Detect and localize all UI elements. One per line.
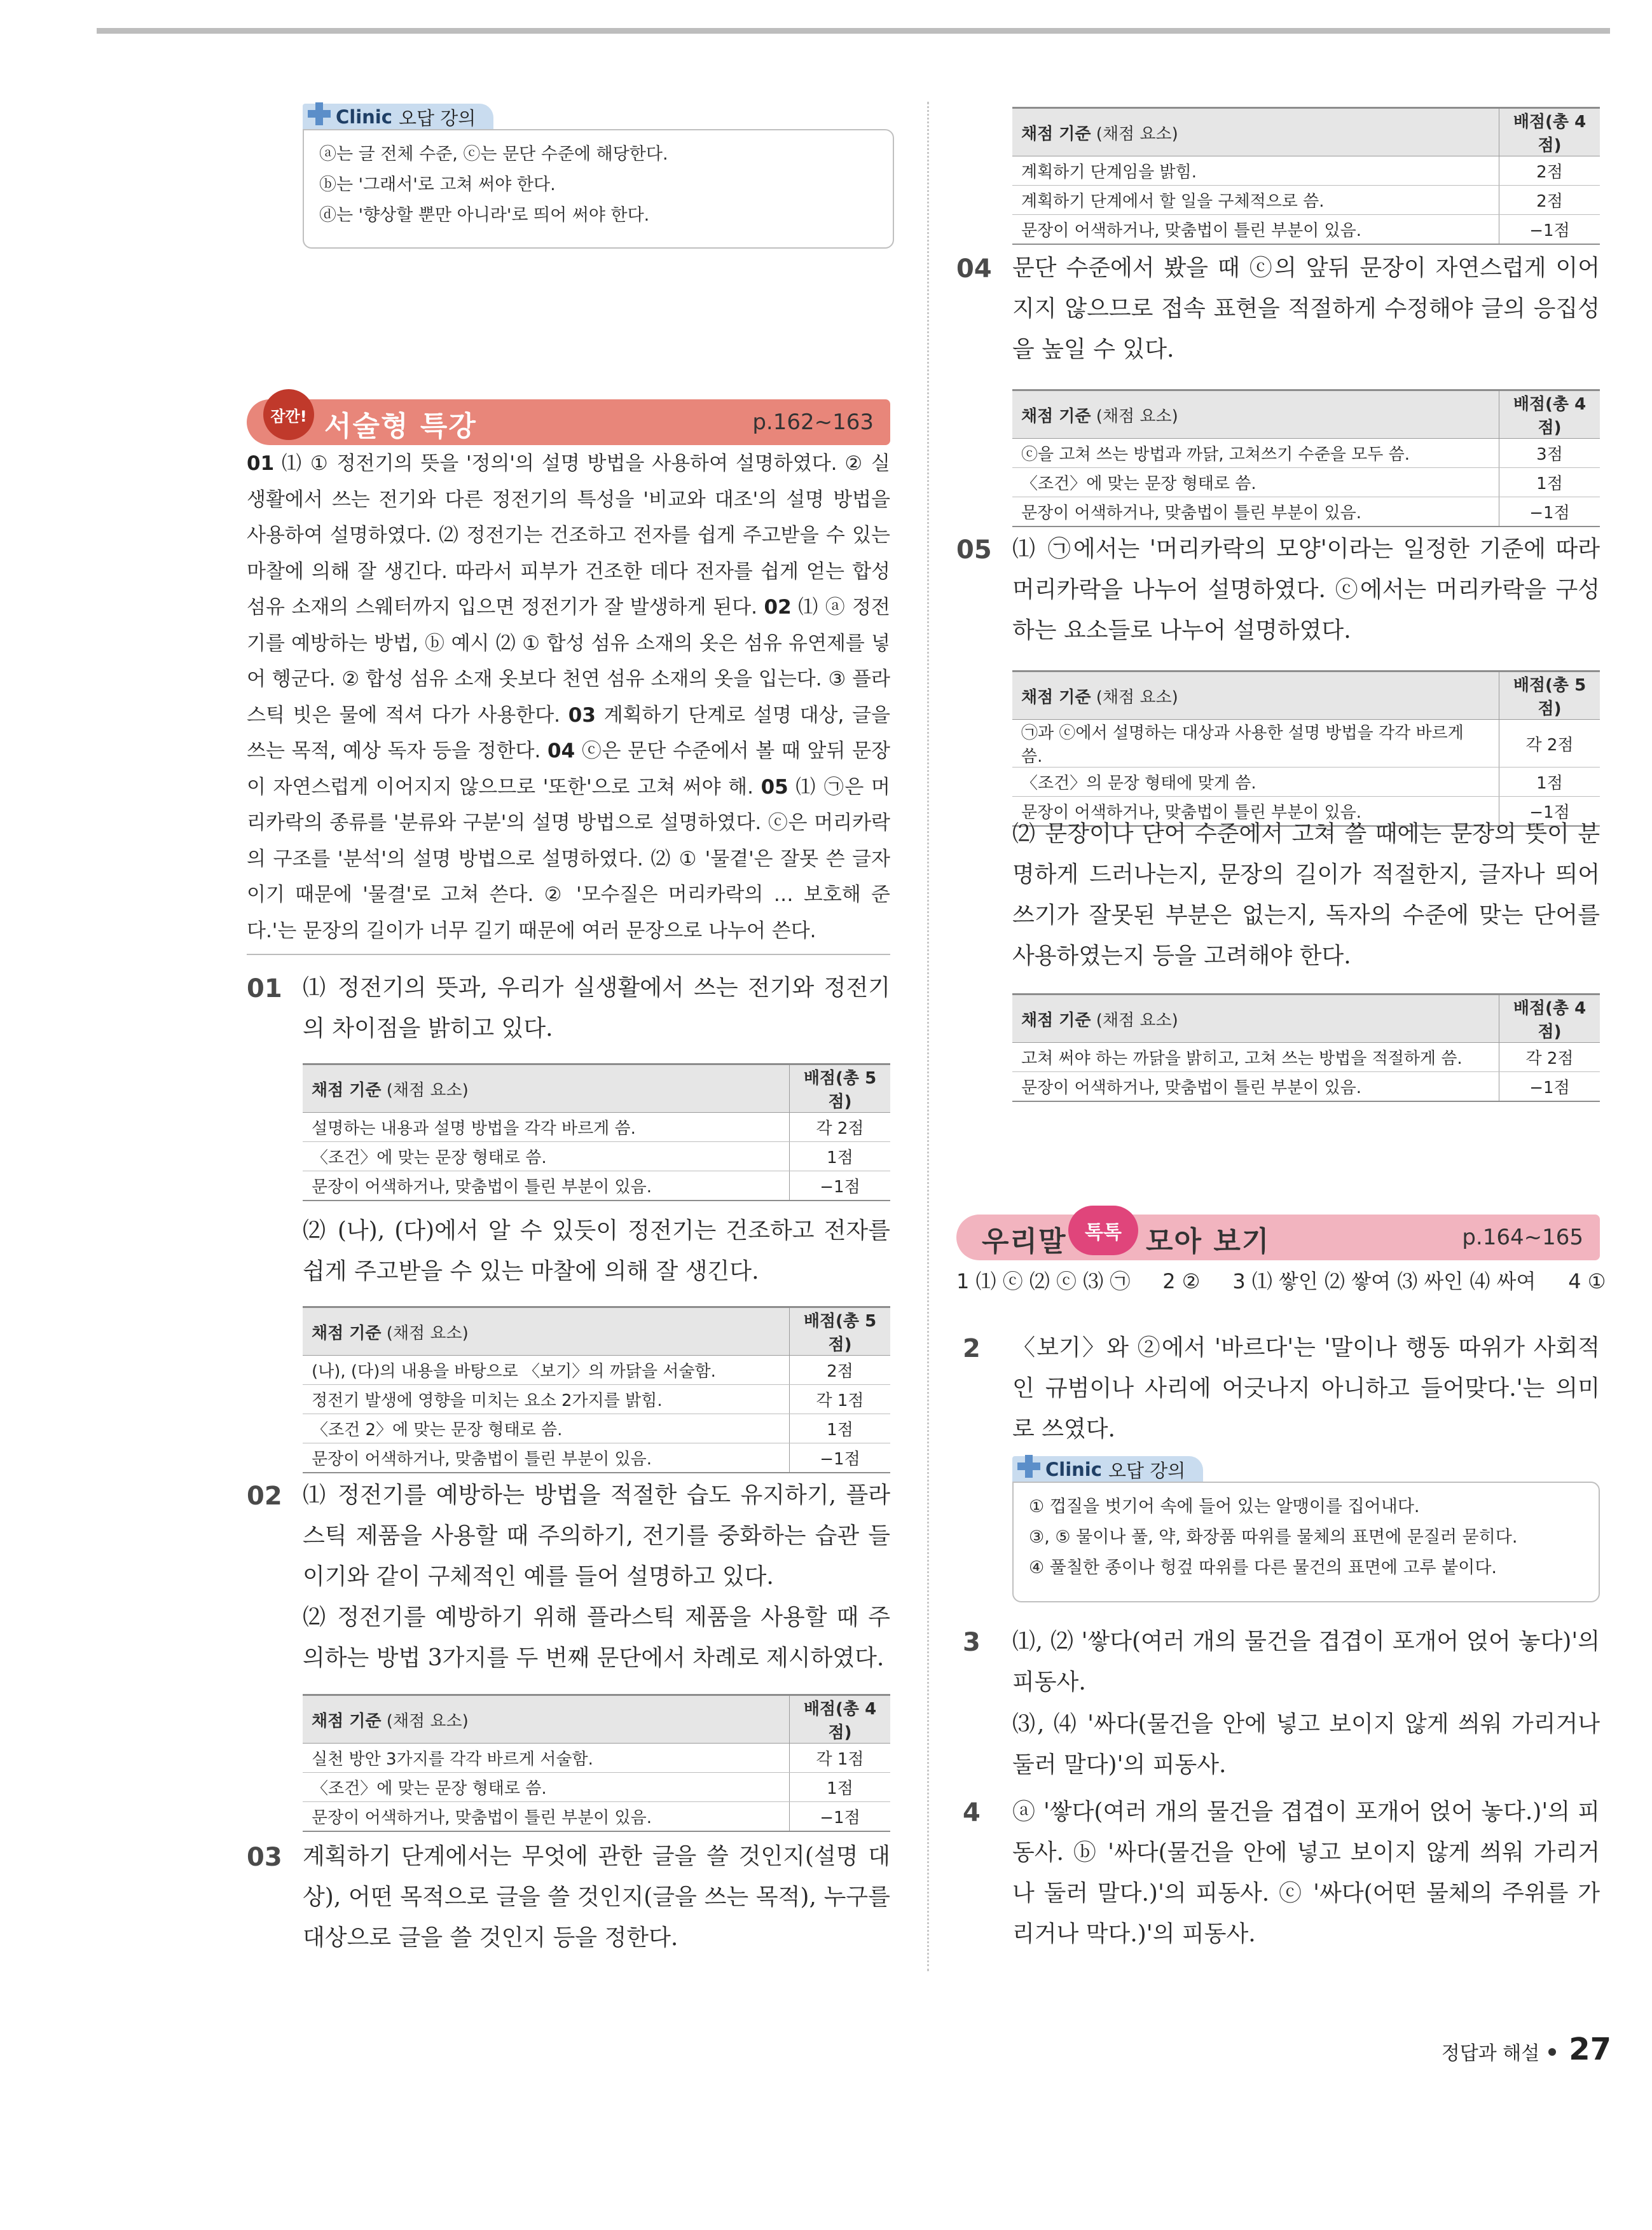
table-header-score: 배점(총 4점) [1499, 995, 1600, 1043]
question-text: ⑶, ⑷ '싸다(물건을 안에 넣고 보이지 않게 씌워 가리거나 둘러 말다)'의 피동사. [1012, 1711, 1600, 1778]
text-span: (채점 요소) [381, 1711, 469, 1731]
answer-summary [247, 446, 890, 949]
table-header-score: 배점(총 5점) [1499, 671, 1600, 720]
table-row [1012, 720, 1600, 767]
text-span: (채점 요소) [1091, 406, 1178, 426]
criterion-cell: 문장이 어색하거나, 맞춤법이 틀린 부분이 있음. [303, 1443, 790, 1473]
table-row [1012, 439, 1600, 468]
criterion-cell: 〈조건〉의 문장 형태에 맞게 씀. [1012, 767, 1499, 797]
score-cell: 각 2점 [790, 1113, 891, 1142]
score-cell: −1점 [1499, 1072, 1600, 1102]
text-span: 채점 기준 [312, 1080, 382, 1100]
question-text: 계획하기 단계에서는 무엇에 관한 글을 쓸 것인지(설명 대상), 어떤 목적으로 글을 쓸 것인지(글을 쓰는 목적), 누구를 대상으로 글을 쓸 것인지 등을 정한다. [303, 1843, 890, 1951]
question-text: ⑴ 정전기의 뜻과, 우리가 실생활에서 쓰는 전기와 정전기의 차이점을 밝히고 있다. [303, 975, 890, 1042]
table-header [303, 1064, 790, 1113]
table-row [1012, 767, 1600, 797]
summary-divider [247, 954, 890, 955]
table-header [1012, 671, 1499, 720]
text-span: 채점 기준 [1021, 406, 1091, 426]
table-header-row [1012, 390, 1600, 439]
summary-num: 04 [547, 740, 575, 762]
clinic-label: Clinic [1045, 1459, 1102, 1480]
score-cell: 각 2점 [1499, 1043, 1600, 1072]
question-text: 문단 수준에서 봤을 때 ⓒ의 앞뒤 문장이 자연스럽게 이어지지 않으므로 접속 표현을 적절하게 수정해야 글의 응집성을 높일 수 있다. [1012, 255, 1600, 362]
question-text: ⑵ 정전기를 예방하기 위해 플라스틱 제품을 사용할 때 주의하는 방법 3가지를 두 번째 문단에서 차례로 제시하였다. [303, 1604, 890, 1671]
scoring-table [1012, 993, 1600, 1102]
clinic-content [1012, 1482, 1600, 1602]
score-cell: −1점 [1499, 497, 1600, 527]
table-row [1012, 186, 1600, 215]
table-row [303, 1356, 890, 1385]
text-span: (채점 요소) [1091, 1010, 1178, 1030]
scoring-table [1012, 389, 1600, 527]
clinic-tab [303, 104, 493, 130]
table-header-row [1012, 108, 1600, 156]
question-number: 05 [956, 535, 992, 565]
table-row [303, 1171, 890, 1201]
criterion-cell: 문장이 어색하거나, 맞춤법이 틀린 부분이 있음. [1012, 1072, 1499, 1102]
question-text: ⑴ 정전기를 예방하는 방법을 적절한 습도 유지하기, 플라스틱 제품을 사용할 때 주의하기, 전기를 중화하는 습관 들이기와 같이 구체적인 예를 들어 설명하고 있다. [303, 1482, 890, 1590]
summary-num: 05 [761, 775, 788, 799]
clinic-sublabel: 오답 강의 [1108, 1459, 1186, 1482]
badge-icon [263, 389, 314, 440]
criterion-cell: 문장이 어색하거나, 맞춤법이 틀린 부분이 있음. [303, 1171, 790, 1201]
criterion-cell: 계획하기 단계임을 밝힘. [1012, 156, 1499, 186]
table-header-score: 배점(총 5점) [790, 1307, 891, 1356]
criterion-cell: 〈조건〉에 맞는 문장 형태로 씀. [303, 1142, 790, 1171]
summary-text: ⓒ은 문단 수준에서 볼 때 앞뒤 문장이 자연스럽게 이어지지 않으므로 '또한'으로 고쳐 써야 해. [247, 740, 890, 799]
table-row [303, 1802, 890, 1832]
question-number: 01 [247, 974, 282, 1003]
banner-pages: p.162~163 [752, 410, 874, 435]
score-cell: 1점 [790, 1142, 891, 1171]
text-span: 톡톡 [1085, 1222, 1122, 1244]
clinic-line: ⓓ는 '향상할 뿐만 아니라'로 띄어 써야 한다. [319, 205, 650, 225]
table-header [303, 1307, 790, 1356]
table-row [1012, 156, 1600, 186]
table-row [303, 1385, 890, 1414]
summary-text: ⑴ ① 정전기의 뜻을 '정의'의 설명 방법을 사용하여 설명하였다. ② 실생활에서 쓰는 전기와 다른 정전기의 특성을 '비교와 대조'의 설명 방법을 사용하여 설명하였다. ⑵ 정전기는 건조하고 전자를 쉽게 주고받을 수 있는 마찰에 의해 잘 생긴다. 따라서 피부가 건조한 데다 전자를 쉽게 얻는 합성 섬유 소재의 스웨터까지 입으면 정전기가 잘 발생하게 된다. [247, 452, 890, 619]
criterion-cell: 정전기 발생에 영향을 미치는 요소 2가지를 밝힘. [303, 1385, 790, 1414]
page-footer [1442, 2032, 1611, 2067]
score-cell: 1점 [1499, 468, 1600, 497]
banner-title: 서술형 특강 [324, 410, 477, 443]
table-header-score: 배점(총 5점) [790, 1064, 891, 1113]
criterion-cell: ⓒ을 고쳐 쓰는 방법과 까닭, 고쳐쓰기 수준을 모두 씀. [1012, 439, 1499, 468]
criterion-cell: 〈조건〉에 맞는 문장 형태로 씀. [303, 1773, 790, 1802]
criterion-cell: 계획하기 단계에서 할 일을 구체적으로 씀. [1012, 186, 1499, 215]
question-number: 4 [963, 1798, 981, 1827]
scoring-table [303, 1694, 890, 1832]
table-row [1012, 1072, 1600, 1102]
criterion-cell: 문장이 어색하거나, 맞춤법이 틀린 부분이 있음. [303, 1802, 790, 1832]
summary-num: 01 [247, 452, 275, 475]
table-header-row [1012, 995, 1600, 1043]
score-cell: −1점 [790, 1443, 891, 1473]
question-number: 02 [247, 1482, 282, 1511]
criterion-cell: 고쳐 써야 하는 까닭을 밝히고, 고쳐 쓰는 방법을 적절하게 씀. [1012, 1043, 1499, 1072]
score-cell: −1점 [1499, 797, 1600, 827]
question-number: 04 [956, 254, 992, 284]
scoring-table [1012, 670, 1600, 827]
table-row [303, 1744, 890, 1773]
page-number: 27 [1569, 2032, 1611, 2067]
section-banner-korean [956, 1215, 1600, 1260]
column-divider [927, 102, 929, 1971]
score-cell: 각 2점 [1499, 720, 1600, 767]
criterion-cell: 설명하는 내용과 설명 방법을 각각 바르게 씀. [303, 1113, 790, 1142]
badge-icon [1068, 1206, 1138, 1255]
table-row [1012, 215, 1600, 245]
bullet-icon [1548, 2048, 1556, 2056]
question-text: ⑵ (나), (다)에서 알 수 있듯이 정전기는 건조하고 전자를 쉽게 주고받을 수 있는 마찰에 의해 잘 생긴다. [303, 1218, 890, 1284]
banner-title-a: 우리말 [982, 1225, 1067, 1258]
table-header-row [303, 1695, 890, 1744]
score-cell: 각 1점 [790, 1385, 891, 1414]
top-rule [97, 28, 1610, 34]
clinic-line: ① 껍질을 벗기어 속에 들어 있는 알맹이를 집어내다. [1029, 1497, 1420, 1517]
table-header-score: 배점(총 4점) [1499, 108, 1600, 156]
text-span: (채점 요소) [1091, 124, 1178, 144]
table-header [1012, 390, 1499, 439]
criterion-cell: 문장이 어색하거나, 맞춤법이 틀린 부분이 있음. [1012, 497, 1499, 527]
clinic-box-2 [1012, 1456, 1600, 1606]
criterion-cell: 〈조건〉에 맞는 문장 형태로 씀. [1012, 468, 1499, 497]
question-text: ⑴, ⑵ '쌓다(여러 개의 물건을 겹겹이 포개어 얹어 놓다)'의 피동사. [1012, 1628, 1600, 1695]
question-text: ⑴ ㉠에서는 '머리카락의 모양'이라는 일정한 기준에 따라 머리카락을 나누어 설명하였다. ⓒ에서는 머리카락을 구성하는 요소들로 나누어 설명하였다. [1012, 536, 1600, 644]
criterion-cell: ㉠과 ⓒ에서 설명하는 대상과 사용한 설명 방법을 각각 바르게 씀. [1012, 720, 1499, 767]
question-number: 3 [963, 1628, 981, 1657]
table-header [303, 1695, 790, 1744]
table-row [1012, 468, 1600, 497]
scoring-table [303, 1306, 890, 1473]
scoring-table [1012, 107, 1600, 245]
clinic-line: ③, ⑤ 물이나 풀, 약, 화장품 따위를 물체의 표면에 문질러 묻히다. [1029, 1527, 1518, 1547]
clinic-tab [1012, 1456, 1203, 1483]
summary-text: 계획하기 단계로 설명 대상, 글을 쓰는 목적, 예상 독자 등을 정한다. [247, 703, 890, 762]
text-span: 잠깐! [270, 407, 307, 425]
clinic-line: ⓐ는 글 전체 수준, ⓒ는 문단 수준에 해당한다. [319, 144, 668, 164]
clinic-content [303, 129, 894, 249]
table-header [1012, 108, 1499, 156]
question-text: ⑵ 문장이나 단어 수준에서 고쳐 쓸 때에는 문장의 뜻이 분명하게 드러나는지, 문장의 길이가 적절한지, 글자나 띄어쓰기가 잘못된 부분은 없는지, 독자의 수준에 맞는 단어를 사용하였는지 등을 고려해야 한다. [1012, 821, 1600, 969]
question-text: ⓐ '쌓다(여러 개의 물건을 겹겹이 포개어 얹어 놓다.)'의 피동사. ⓑ '싸다(물건을 안에 넣고 보이지 않게 씌워 가리거나 둘러 말다.)'의 피동사. ⓒ '싸다(어떤 물체의 주위를 가리거나 막다.)'의 피동사. [1012, 1799, 1600, 1947]
question-text: 〈보기〉와 ②에서 '바르다'는 '말이나 행동 따위가 사회적인 규범이나 사리에 어긋나지 아니하고 들어맞다.'는 의미로 쓰였다. [1012, 1335, 1600, 1442]
text-span: 채점 기준 [312, 1323, 382, 1343]
section-banner-writing [247, 399, 890, 445]
score-cell: 2점 [1499, 156, 1600, 186]
summary-text: ⑴ ⓐ 정전기를 예방하는 방법, ⓑ 예시 ⑵ ① 합성 섬유 소재의 옷은 섬유 유연제를 넣어 헹군다. ② 합성 섬유 소재 옷보다 천연 섬유 소재의 옷을 입는다. ③ 플라스틱 빗은 물에 적셔 다가 사용한다. [247, 596, 890, 727]
score-cell: 2점 [790, 1356, 891, 1385]
score-cell: −1점 [790, 1171, 891, 1201]
scoring-table [303, 1063, 890, 1201]
summary-text: ⑴ ㉠은 머리카락의 종류를 '분류와 구분'의 설명 방법으로 설명하였다. ⓒ은 머리카락의 구조를 '분석'의 설명 방법으로 설명하였다. ⑵ ① '물곁'은 잘못 쓴 글자이기 때문에 '물결'로 고쳐 쓴다. ② '모수질은 머리카락의 … 보호해 준다.'는 문장의 길이가 너무 길기 때문에 여러 문장으로 나누어 쓴다. [247, 775, 890, 942]
text-span: 채점 기준 [312, 1711, 382, 1731]
text-span: (채점 요소) [381, 1080, 469, 1100]
table-header-row [1012, 671, 1600, 720]
table-row [303, 1414, 890, 1443]
footer-label: 정답과 해설 [1441, 2042, 1540, 2065]
banner-title-b: 모아 보기 [1146, 1225, 1270, 1258]
table-row [303, 1113, 890, 1142]
question-number: 03 [247, 1843, 282, 1872]
table-row [303, 1443, 890, 1473]
plus-icon [306, 101, 332, 127]
clinic-line: ④ 풀칠한 종이나 헝겊 따위를 다른 물건의 표면에 고루 붙이다. [1029, 1558, 1497, 1578]
score-cell: 2점 [1499, 186, 1600, 215]
score-cell: 3점 [1499, 439, 1600, 468]
text-span: 채점 기준 [1021, 1010, 1091, 1030]
banner-pages: p.164~165 [1462, 1225, 1583, 1250]
question-number: 2 [963, 1334, 981, 1363]
clinic-sublabel: 오답 강의 [398, 107, 476, 129]
table-header-row [303, 1064, 890, 1113]
text-span: (채점 요소) [1091, 687, 1178, 707]
score-cell: 1점 [790, 1773, 891, 1802]
criterion-cell: 〈조건 2〉에 맞는 문장 형태로 씀. [303, 1414, 790, 1443]
score-cell: −1점 [1499, 215, 1600, 245]
table-header-row [303, 1307, 890, 1356]
summary-num: 02 [764, 596, 792, 619]
criterion-cell: 문장이 어색하거나, 맞춤법이 틀린 부분이 있음. [1012, 797, 1499, 827]
clinic-box-1 [303, 104, 894, 250]
table-row [1012, 1043, 1600, 1072]
summary-num: 03 [568, 703, 596, 727]
clinic-label: Clinic [336, 106, 392, 128]
text-span: 채점 기준 [1021, 124, 1091, 144]
text-span: (채점 요소) [381, 1323, 469, 1343]
criterion-cell: 실천 방안 3가지를 각각 바르게 서술함. [303, 1744, 790, 1773]
table-row [303, 1142, 890, 1171]
plus-icon [1016, 1454, 1042, 1479]
table-header-score: 배점(총 4점) [1499, 390, 1600, 439]
score-cell: 각 1점 [790, 1744, 891, 1773]
criterion-cell: 문장이 어색하거나, 맞춤법이 틀린 부분이 있음. [1012, 215, 1499, 245]
table-header-score: 배점(총 4점) [790, 1695, 891, 1744]
clinic-line: ⓑ는 '그래서'로 고쳐 써야 한다. [319, 175, 556, 195]
score-cell: 1점 [790, 1414, 891, 1443]
quick-answers: 1 ⑴ ⓒ ⑵ ⓒ ⑶ ㉠ 2 ② 3 ⑴ 쌓인 ⑵ 쌓여 ⑶ 싸인 ⑷ 싸여 4 ① [956, 1269, 1606, 1293]
text-span: 채점 기준 [1021, 687, 1091, 707]
criterion-cell: (나), (다)의 내용을 바탕으로 〈보기〉의 까닭을 서술함. [303, 1356, 790, 1385]
score-cell: 1점 [1499, 767, 1600, 797]
score-cell: −1점 [790, 1802, 891, 1832]
table-row [1012, 497, 1600, 527]
table-row [303, 1773, 890, 1802]
table-header [1012, 995, 1499, 1043]
